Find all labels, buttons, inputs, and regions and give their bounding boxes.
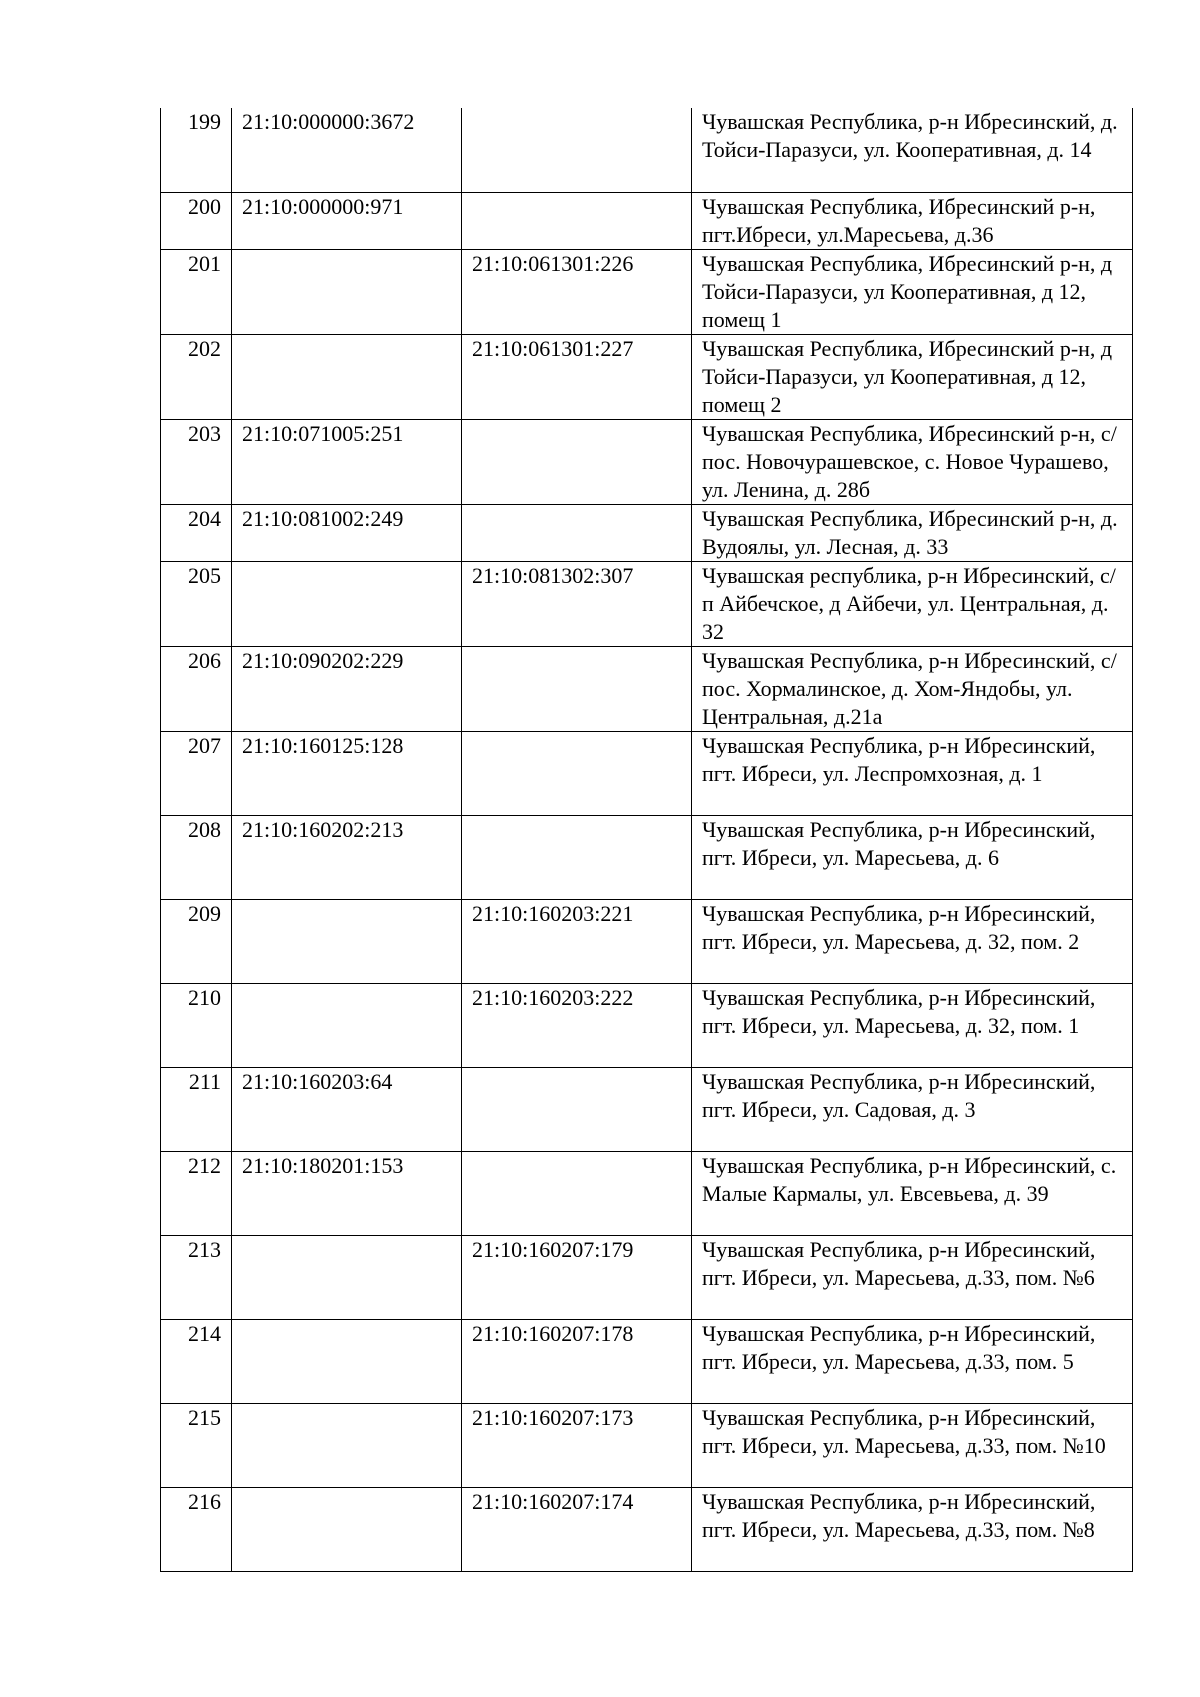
- cadastral-number-cell: [232, 561, 462, 646]
- table-row: [161, 504, 1133, 561]
- premises-number-cell: 21:10:160203:221: [462, 899, 692, 983]
- row-number-cell: 202: [161, 334, 232, 419]
- premises-number-cell: [462, 192, 692, 249]
- table-row: [161, 983, 1133, 1067]
- cadastral-number-cell: 21:10:081002:249: [232, 504, 462, 561]
- address-cell: Чувашская Республика, Ибресинский р-н, д Тойси-Паразуси, ул Кооперативная, д 12, помещ 1: [692, 249, 1133, 334]
- row-number-cell: 199: [161, 108, 232, 192]
- property-table: [160, 108, 1133, 1572]
- address-cell: Чувашская Республика, р-н Ибресинский, пгт. Ибреси, ул. Маресьева, д. 32, пом. 2: [692, 899, 1133, 983]
- premises-number-cell: 21:10:160207:179: [462, 1235, 692, 1319]
- address-cell: Чувашская Республика, р-н Ибресинский, с/пос. Хормалинское, д. Хом-Яндобы, ул. Центральная, д.21а: [692, 646, 1133, 731]
- cadastral-number-cell: 21:10:071005:251: [232, 419, 462, 504]
- row-number-cell: 201: [161, 249, 232, 334]
- premises-number-cell: 21:10:160207:173: [462, 1403, 692, 1487]
- address-cell: Чувашская Республика, р-н Ибресинский, пгт. Ибреси, ул. Садовая, д. 3: [692, 1067, 1133, 1151]
- table-row: [161, 561, 1133, 646]
- table-row: [161, 815, 1133, 899]
- premises-number-cell: [462, 504, 692, 561]
- row-number-cell: 207: [161, 731, 232, 815]
- table-row: [161, 108, 1133, 192]
- table-body: [161, 108, 1133, 1571]
- address-cell: Чувашская Республика, р-н Ибресинский, д. Тойси-Паразуси, ул. Кооперативная, д. 14: [692, 108, 1133, 192]
- premises-number-cell: 21:10:061301:227: [462, 334, 692, 419]
- row-number-cell: 216: [161, 1487, 232, 1571]
- table-row: [161, 1151, 1133, 1235]
- address-cell: Чувашская Республика, р-н Ибресинский, с. Малые Кармалы, ул. Евсевьева, д. 39: [692, 1151, 1133, 1235]
- cadastral-number-cell: [232, 1235, 462, 1319]
- premises-number-cell: [462, 646, 692, 731]
- row-number-cell: 213: [161, 1235, 232, 1319]
- row-number-cell: 210: [161, 983, 232, 1067]
- address-cell: Чувашская Республика, р-н Ибресинский, пгт. Ибреси, ул. Маресьева, д.33, пом. №6: [692, 1235, 1133, 1319]
- premises-number-cell: 21:10:160207:174: [462, 1487, 692, 1571]
- address-cell: Чувашская Республика, Ибресинский р-н, пгт.Ибреси, ул.Маресьева, д.36: [692, 192, 1133, 249]
- row-number-cell: 208: [161, 815, 232, 899]
- row-number-cell: 204: [161, 504, 232, 561]
- address-cell: Чувашская Республика, р-н Ибресинский, пгт. Ибреси, ул. Маресьева, д. 32, пом. 1: [692, 983, 1133, 1067]
- address-cell: Чувашская Республика, р-н Ибресинский, пгт. Ибреси, ул. Маресьева, д.33, пом. №10: [692, 1403, 1133, 1487]
- row-number-cell: 206: [161, 646, 232, 731]
- premises-number-cell: [462, 108, 692, 192]
- cadastral-number-cell: 21:10:000000:3672: [232, 108, 462, 192]
- row-number-cell: 205: [161, 561, 232, 646]
- cadastral-number-cell: 21:10:000000:971: [232, 192, 462, 249]
- premises-number-cell: 21:10:160207:178: [462, 1319, 692, 1403]
- table-row: [161, 1067, 1133, 1151]
- row-number-cell: 209: [161, 899, 232, 983]
- cadastral-number-cell: 21:10:160125:128: [232, 731, 462, 815]
- table-row: [161, 1487, 1133, 1571]
- cadastral-number-cell: [232, 1403, 462, 1487]
- address-cell: Чувашская Республика, Ибресинский р-н, с/пос. Новочурашевское, с. Новое Чурашево, ул. Ленина, д. 28б: [692, 419, 1133, 504]
- address-cell: Чувашская Республика, р-н Ибресинский, пгт. Ибреси, ул. Леспромхозная, д. 1: [692, 731, 1133, 815]
- row-number-cell: 211: [161, 1067, 232, 1151]
- premises-number-cell: [462, 1151, 692, 1235]
- premises-number-cell: [462, 815, 692, 899]
- table-row: [161, 334, 1133, 419]
- address-cell: Чувашская республика, р-н Ибресинский, с/п Айбечское, д Айбечи, ул. Центральная, д. 32: [692, 561, 1133, 646]
- cadastral-number-cell: 21:10:160202:213: [232, 815, 462, 899]
- address-cell: Чувашская Республика, р-н Ибресинский, пгт. Ибреси, ул. Маресьева, д.33, пом. №8: [692, 1487, 1133, 1571]
- table-row: [161, 1403, 1133, 1487]
- premises-number-cell: [462, 419, 692, 504]
- address-cell: Чувашская Республика, р-н Ибресинский, пгт. Ибреси, ул. Маресьева, д.33, пом. 5: [692, 1319, 1133, 1403]
- cadastral-number-cell: [232, 1487, 462, 1571]
- table-row: [161, 646, 1133, 731]
- cadastral-number-cell: [232, 1319, 462, 1403]
- premises-number-cell: [462, 731, 692, 815]
- address-cell: Чувашская Республика, Ибресинский р-н, д. Вудоялы, ул. Лесная, д. 33: [692, 504, 1133, 561]
- table-row: [161, 1235, 1133, 1319]
- address-cell: Чувашская Республика, Ибресинский р-н, д Тойси-Паразуси, ул Кооперативная, д 12, помещ 2: [692, 334, 1133, 419]
- row-number-cell: 215: [161, 1403, 232, 1487]
- table-row: [161, 419, 1133, 504]
- row-number-cell: 214: [161, 1319, 232, 1403]
- cadastral-number-cell: [232, 899, 462, 983]
- document-page: [160, 108, 1132, 1572]
- table-row: [161, 899, 1133, 983]
- cadastral-number-cell: [232, 983, 462, 1067]
- cadastral-number-cell: 21:10:090202:229: [232, 646, 462, 731]
- cadastral-number-cell: 21:10:180201:153: [232, 1151, 462, 1235]
- premises-number-cell: [462, 1067, 692, 1151]
- premises-number-cell: 21:10:061301:226: [462, 249, 692, 334]
- row-number-cell: 200: [161, 192, 232, 249]
- cadastral-number-cell: [232, 334, 462, 419]
- premises-number-cell: 21:10:160203:222: [462, 983, 692, 1067]
- table-row: [161, 249, 1133, 334]
- cadastral-number-cell: 21:10:160203:64: [232, 1067, 462, 1151]
- address-cell: Чувашская Республика, р-н Ибресинский, пгт. Ибреси, ул. Маресьева, д. 6: [692, 815, 1133, 899]
- cadastral-number-cell: [232, 249, 462, 334]
- row-number-cell: 203: [161, 419, 232, 504]
- table-row: [161, 731, 1133, 815]
- row-number-cell: 212: [161, 1151, 232, 1235]
- premises-number-cell: 21:10:081302:307: [462, 561, 692, 646]
- table-row: [161, 192, 1133, 249]
- table-row: [161, 1319, 1133, 1403]
